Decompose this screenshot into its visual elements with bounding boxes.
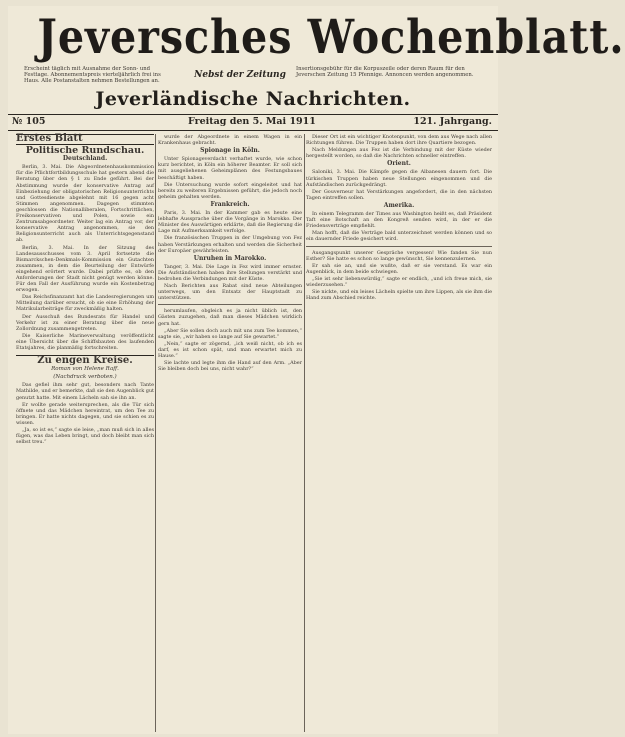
issue-year: 121. Jahrgang. [413,116,492,127]
issue-bar [8,114,498,131]
paragraph: Die Untersuchung wurde sofort eingeleitet und hat bereits zu weiteren Ergebnissen geführt, die jedoch noch geheim gehalten werden. [158,181,302,200]
article-heading: Spionage in Köln. [200,147,260,155]
story-note: (Nachdruck verboten.) [53,374,117,381]
subscription-note: Erscheint täglich mit Ausnahme der Sonn- und Festtage. Abonnementspreis vierteljährlich frei ins Haus. Alle Postanstalten nehmen Bestellungen an. [24,66,161,85]
paragraph: Der Ausschuß des Bundesrats für Handel und Verkehr ist zu einer Beratung über die neue Zollordnung zusammengetreten. [16,313,154,332]
paragraph: Sie nickte, und ein leises Lächeln spielte um ihre Lippen, als sie ihm die Hand zum Abschied reichte. [306,289,492,302]
column-2 [158,134,302,734]
article-heading: Unruhen in Marokko. [193,254,267,262]
paragraph: Er wollte gerade weitersprechen, als die Tür sich öffnete und das Mädchen hereintrat, um den Tee zu bringen. Er hatte nichts dagegen, und sie schien es zu wissen. [16,401,154,426]
paragraph: „Ja, so ist es,“ sagte sie leise, „man muß sich in alles fügen, was das Leben bringt, und doch bleibt man sich selbst treu.“ [16,427,154,446]
paragraph: Er sah sie an, und sie wußte, daß er sie verstand. Es war ein Augenblick, in dem beide schwiegen. [306,262,492,275]
article-heading: Frankreich. [210,200,250,208]
column-rule [155,134,156,732]
paragraph: Das gefiel ihm sehr gut, besonders nach Tante Mathilde, und er bemerkte, daß sie den Augenblick gut genutzt hatte. Mit einem Lächeln sah sie ihn an. [16,382,154,401]
paragraph: „Nein,“ sagte er zögernd, „ich weiß nicht, ob ich es darf, es ist schon spät, und man erwartet mich zu Hause.“ [158,340,302,359]
column-3 [306,134,492,734]
column-rule [304,134,305,732]
issue-date: Freitag den 5. Mai 1911 [188,116,316,127]
paragraph: Unter Spionageverdacht verhaftet wurde, wie schon kurz berichtet, in Köln ein höherer Beamter. Er soll sich mit ausgeliehenen Geheimplänen des Festungsbaues beschäftigt haben. [158,156,302,181]
paragraph: Paris, 3. Mai. In der Kammer gab es heute eine lebhafte Aussprache über die Vorgänge in Marokko. Der Minister des Auswärtigen erklärte, daß die Regierung die Lage mit Aufmerksamkeit verfolge. [158,210,302,235]
paragraph: Saloniki, 3. Mai. Die Kämpfe gegen die Albanesen dauern fort. Die türkischen Truppen haben neue Stellungen eingenommen und die Aufständischen zurückgedrängt. [306,169,492,188]
paragraph: „Sie ist sehr liebenswürdig,“ sagte er endlich, „und ich freue mich, sie wiederzusehen.“ [306,275,492,288]
article-subheading: Deutschland. [62,155,108,163]
paragraph: wurde der Abgeordnete in einem Wagen in ein Krankenhaus gebracht. [158,134,302,147]
masthead [8,6,625,110]
article-heading: Amerika. [383,201,415,209]
story-heading: Zu engen Kreise. [16,355,154,364]
insertion-note: Insertionsgebühr für die Korpuszeile oder deren Raum für den Jeverschen Zeitung 15 Pfennige. Annoncen werden angenommen. [296,66,474,79]
paragraph: Berlin, 3. Mai. In der Sitzung des Landesausschusses vom 3. April fortsetzte die Bismarckschen-Denkmals-Kommission ein Gutachten zusammen, in dem die Beurteilung der Entwürfe eingehend erörtert wurde. Dabei prüfte es, ob den Anforderungen der Stadt nicht genügt werden könne. Für den Fall der Ausführung wurde ein Kostenbetrag erwogen. [16,244,154,294]
article-heading: Politische Rundschau. [25,145,145,157]
divider [306,246,492,247]
newspaper-page [8,6,625,734]
paragraph: Nach Berichten aus Rabat sind neue Abteilungen unterwegs, um den Entsatz der Hauptstadt zu unterstützen. [158,283,302,302]
story-author: Roman von Helene Raff. [51,366,119,373]
paragraph: Die Kaiserliche Marineverwaltung veröffentlicht eine Übersicht über die Schiffsbauten des laufenden Etatsjahres, die planmäßig fortschreiten. [16,332,154,351]
paragraph: Der Gouverneur hat Verstärkungen angefordert, die in den nächsten Tagen eintreffen sollen. [306,188,492,201]
newspaper-title: Jeversches Wochenblatt. [37,10,625,65]
paragraph: Tanger, 3. Mai. Die Lage in Fez wird immer ernster. Die Aufständischen haben ihre Stellungen verstärkt und bedrohen die Verbindungen mit der Küste. [158,263,302,282]
paragraph: In einem Telegramm der Times aus Washington heißt es, daß Präsident Taft eine Botschaft an den Kongreß senden wird, in der er die Friedensverträge empfiehlt. [306,211,492,230]
paragraph: Berlin, 3. Mai. Die Abgeordnetenhauskommission für die Pflichtfortbildungsschule hat gestern abend die Beratung über den § 1 zu Ende geführt. Bei der Abstimmung wurde der konservative Antrag auf Einbeziehung der obligatorischen Religionsunterrichts und Gottesdienste abgelehnt mit 16 gegen acht Stimmen angenommen. Dagegen stimmten geschlossen die Nationalliberalen, Fortschrittlichen, Freikonservativen und Polen, sowie ein Zentrumsabgeordneter. Weiter lag ein Antrag vor, der konservative Antrag angenommen, sie den Religionsunterricht auch als Unterrichtsgegenstand ab. [16,164,154,244]
nebst-der-zeitung: Nebst der Zeitung [194,70,286,80]
paragraph: Man hofft, daß die Verträge bald unterzeichnet werden können und so ein dauernder Friede gesichert wird. [306,230,492,243]
paragraph: Sie lachte und legte ihm die Hand auf den Arm. „Aber Sie bleiben doch bei uns, nicht wahr?“ [158,360,302,373]
issue-number: № 105 [12,116,46,127]
newspaper-subtitle: Jeverländische Nachrichten. [95,88,411,110]
paragraph: Das Reichsfinanzamt hat die Landesregierungen um Mitteilung darüber ersucht, ob sie eine Erhöhung der Matrikularbeiträge für zweckmäßig halten. [16,294,154,313]
paragraph: herumlaufen, obgleich es ja nicht üblich ist, den Gästen zuzugehen, daß man dieses Mädchen wirklich gern hat. [158,308,302,327]
paragraph: Ausgangspunkt unserer Gespräche vergessen! Wie fanden Sie nun Esther? Sie hatte es schon so lange gewünscht, Sie kennenzulernen. [306,249,492,262]
paragraph: „Aber Sie sollen doch auch mit uns zum Tee kommen,“ sagte sie, „wir haben so lange auf Sie gewartet.“ [158,327,302,340]
paragraph: Nach Meldungen aus Fez ist die Verbindung mit der Küste wieder hergestellt worden, so daß die Nachrichten schneller eintreffen. [306,147,492,160]
column-1 [16,134,154,734]
paragraph: Dieser Ort ist ein wichtiger Knotenpunkt, von dem aus Wege nach allen Richtungen führen. Die Truppen haben dort ihre Quartiere bezogen. [306,134,492,147]
section-heading: Erstes Blatt [16,134,154,145]
paragraph: Die französischen Truppen in der Umgebung von Fez haben Verstärkungen erhalten und werden die Sicherheit der Europäer gewährleisten. [158,235,302,254]
article-heading: Orient. [387,160,411,168]
divider [158,304,302,305]
